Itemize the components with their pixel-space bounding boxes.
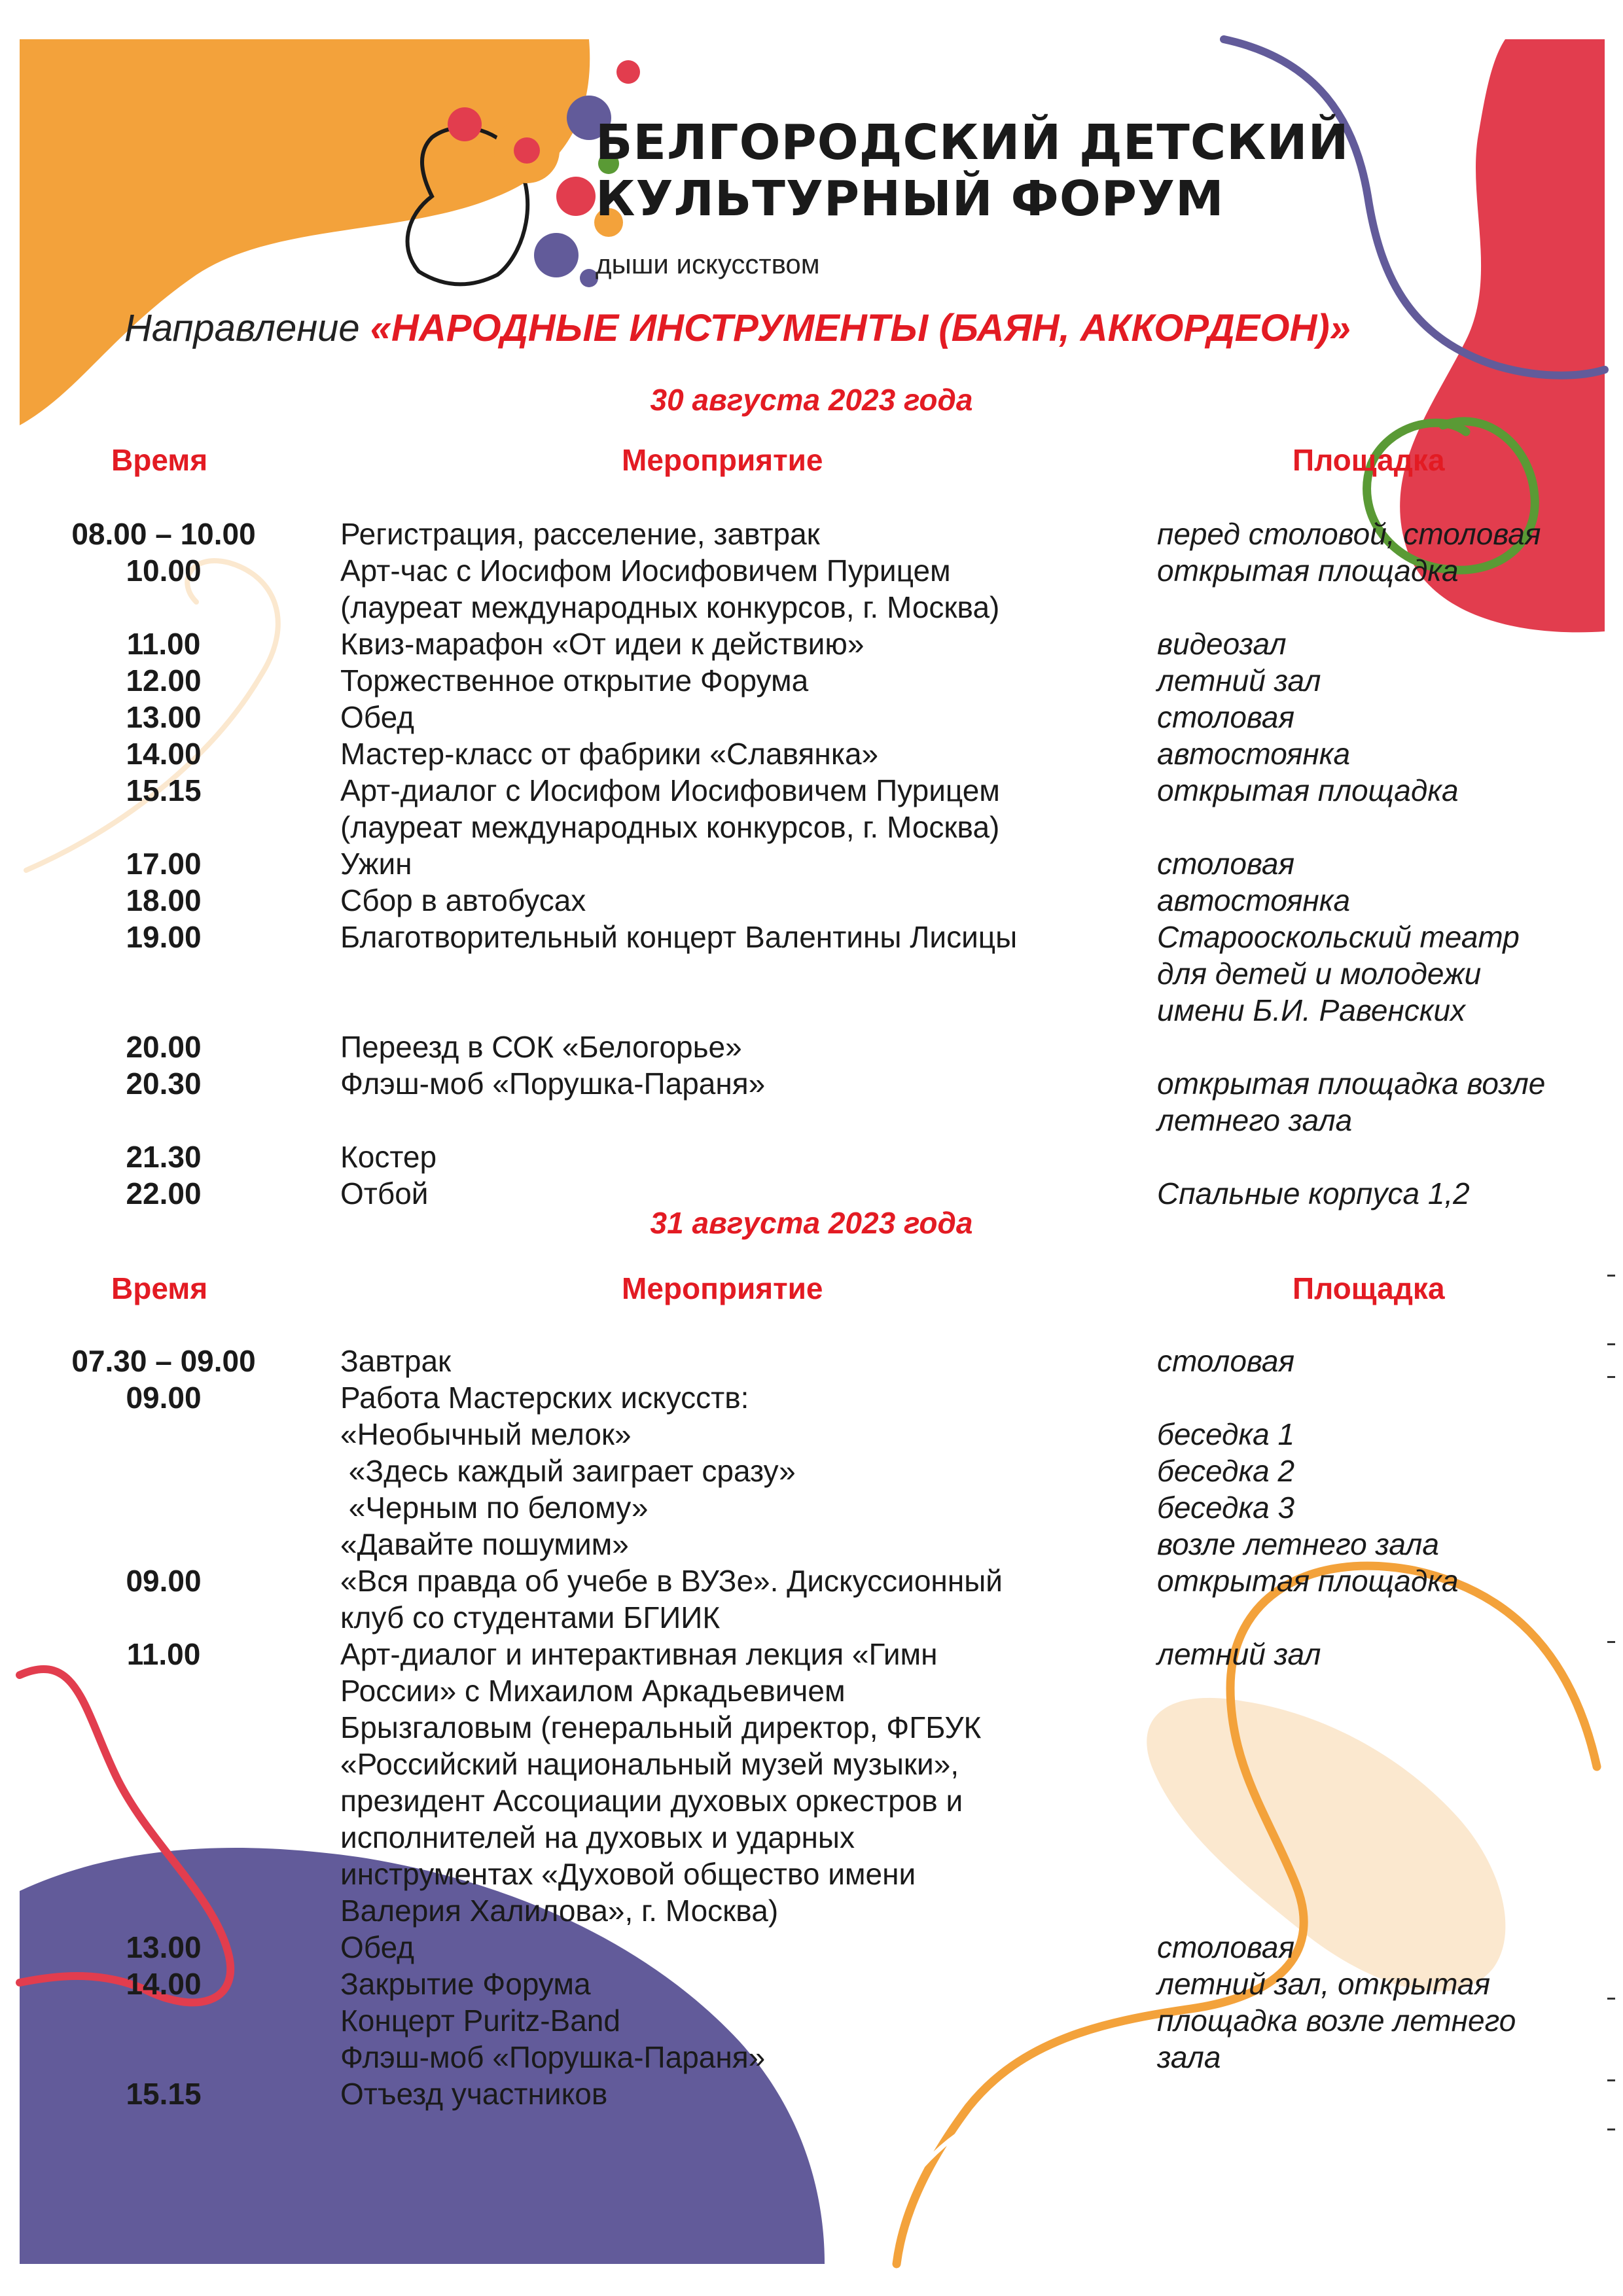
row-event: Мастер-класс от фабрики «Славянка» <box>340 737 879 771</box>
row-venue: открытая площадка <box>1157 554 1459 588</box>
row-time: 18.00 <box>126 883 202 917</box>
direction-heading <box>124 306 1564 350</box>
row-time: 14.00 <box>126 737 202 771</box>
row-venue: столовая <box>1157 700 1295 734</box>
row-venue: открытая площадка <box>1157 773 1459 807</box>
row-venue <box>1157 2075 1615 2112</box>
row-event: Квиз-марафон «От идеи к действию» <box>340 627 865 661</box>
row-venue: перед столовой, столовая <box>1157 517 1541 551</box>
edge-mark <box>1607 1641 1615 1643</box>
day-title: 30 августа 2023 года <box>650 383 973 417</box>
logo-title-line-1: БЕЛГОРОДСКИЙ ДЕТСКИЙ <box>596 115 1349 171</box>
header-venue: Площадка <box>1293 443 1445 477</box>
row-time: 11.00 <box>126 627 201 661</box>
row-time: 19.00 <box>126 920 202 954</box>
row-time: 08.00 – 10.00 <box>71 517 256 551</box>
row-venue: летний зал <box>1157 1637 1321 1671</box>
edge-mark <box>1607 1998 1615 2000</box>
header-event: Мероприятие <box>622 1271 823 1305</box>
row-venue: летний зал <box>1157 663 1321 698</box>
row-time: 20.00 <box>126 1030 202 1064</box>
row-event: «Вся правда об учебе в ВУЗе». Дискуссионный клуб со студентами БГИИК <box>340 1564 1003 1634</box>
row-event: Завтрак <box>340 1344 452 1378</box>
row-venue: столовая <box>1157 1930 1295 1964</box>
logo <box>380 52 1349 294</box>
direction-name: «НАРОДНЫЕ ИНСТРУМЕНТЫ (БАЯН, АККОРДЕОН)» <box>370 307 1351 349</box>
row-time: 22.00 <box>126 1176 202 1210</box>
row-event: Арт-диалог с Иосифом Иосифовичем Пурицем (лауреат международных конкурсов, г. Москва) <box>340 773 1000 844</box>
row-time: 14.00 <box>126 1967 202 2001</box>
row-event: Флэш-моб «Порушка-Параня» <box>340 1067 766 1101</box>
row-venue: Спальные корпуса 1,2 <box>1157 1176 1470 1210</box>
logo-slogan: дыши искусством <box>596 249 820 279</box>
row-venue: видеозал <box>1157 627 1287 661</box>
row-venue: автостоянка <box>1157 883 1351 917</box>
edge-mark <box>1607 1376 1615 1378</box>
row-event: Костер <box>340 1140 437 1174</box>
row-time: 07.30 – 09.00 <box>71 1344 256 1378</box>
row-time: 15.15 <box>126 2077 202 2111</box>
row-time: 12.00 <box>126 663 202 698</box>
day-title: 31 августа 2023 года <box>650 1206 973 1240</box>
row-time: 17.00 <box>126 847 202 881</box>
row-event: Закрытие Форума Концерт Puritz-Band Флэш-моб «Порушка-Параня» <box>340 1967 766 2074</box>
row-venue: летний зал, открытая площадка возле летнего зала <box>1157 1967 1516 2074</box>
row-venue: автостоянка <box>1157 737 1351 771</box>
edge-mark <box>1607 2079 1615 2081</box>
row-time: 11.00 <box>126 1637 201 1671</box>
row-event: Регистрация, расселение, завтрак <box>340 517 820 551</box>
header-time: Время <box>111 443 208 477</box>
row-event: Ужин <box>340 847 412 881</box>
row-venue: открытая площадка возле летнего зала <box>1157 1067 1546 1137</box>
row-venue <box>1157 1029 1615 1065</box>
row-event: Арт-час с Иосифом Иосифовичем Пурицем (лауреат международных конкурсов, г. Москва) <box>340 554 1000 624</box>
row-venue: столовая <box>1157 1344 1295 1378</box>
row-venue: столовая <box>1157 847 1295 881</box>
direction-prefix: Направление <box>124 307 370 349</box>
row-event: Арт-диалог и интерактивная лекция «Гимн России» с Михаилом Аркадьевичем Брызгаловым (генеральный директор, ФГБУК «Российский национальный музей музыки», президент Ассоциации духовых оркестров и исполнителей на духовых и ударных инструментах «Духовой общество имени Валерия Халилова», г. Москва) <box>340 1637 982 1928</box>
row-event: Торжественное открытие Форума <box>340 663 809 698</box>
row-time: 09.00 <box>126 1564 202 1598</box>
row-time: 09.00 <box>126 1381 202 1415</box>
edge-mark <box>1607 2128 1615 2130</box>
row-venue <box>1157 1139 1615 1175</box>
row-event: Работа Мастерских искусств: «Необычный мелок» «Здесь каждый заиграет сразу» «Черным по белому» «Давайте пошумим» <box>340 1381 796 1561</box>
header-venue: Площадка <box>1293 1271 1445 1305</box>
row-event: Обед <box>340 700 415 734</box>
row-time: 13.00 <box>126 700 202 734</box>
row-venue: Старооскольский театр для детей и молодежи имени Б.И. Равенских <box>1157 920 1520 1027</box>
row-time: 15.15 <box>126 773 202 807</box>
row-time: 10.00 <box>126 554 202 588</box>
logo-title-line-2: КУЛЬТУРНЫЙ ФОРУМ <box>596 171 1224 227</box>
logo-title <box>596 115 1349 227</box>
row-event: Отъезд участников <box>340 2077 608 2111</box>
edge-mark <box>1607 1275 1615 1277</box>
edge-mark <box>1607 1343 1615 1345</box>
row-venue: открытая площадка <box>1157 1564 1459 1598</box>
row-time: 20.30 <box>126 1067 202 1101</box>
row-event: Переезд в СОК «Белогорье» <box>340 1030 742 1064</box>
header-time: Время <box>111 1271 208 1305</box>
row-time: 13.00 <box>126 1930 202 1964</box>
row-event: Благотворительный концерт Валентины Лисицы <box>340 920 1018 954</box>
row-event: Отбой <box>340 1176 429 1210</box>
row-event: Обед <box>340 1930 415 1964</box>
header-event: Мероприятие <box>622 443 823 477</box>
row-time: 21.30 <box>126 1140 202 1174</box>
row-event: Сбор в автобусах <box>340 883 586 917</box>
row-venue: беседка 1 беседка 2 беседка 3 возле летнего зала <box>1157 1417 1439 1561</box>
